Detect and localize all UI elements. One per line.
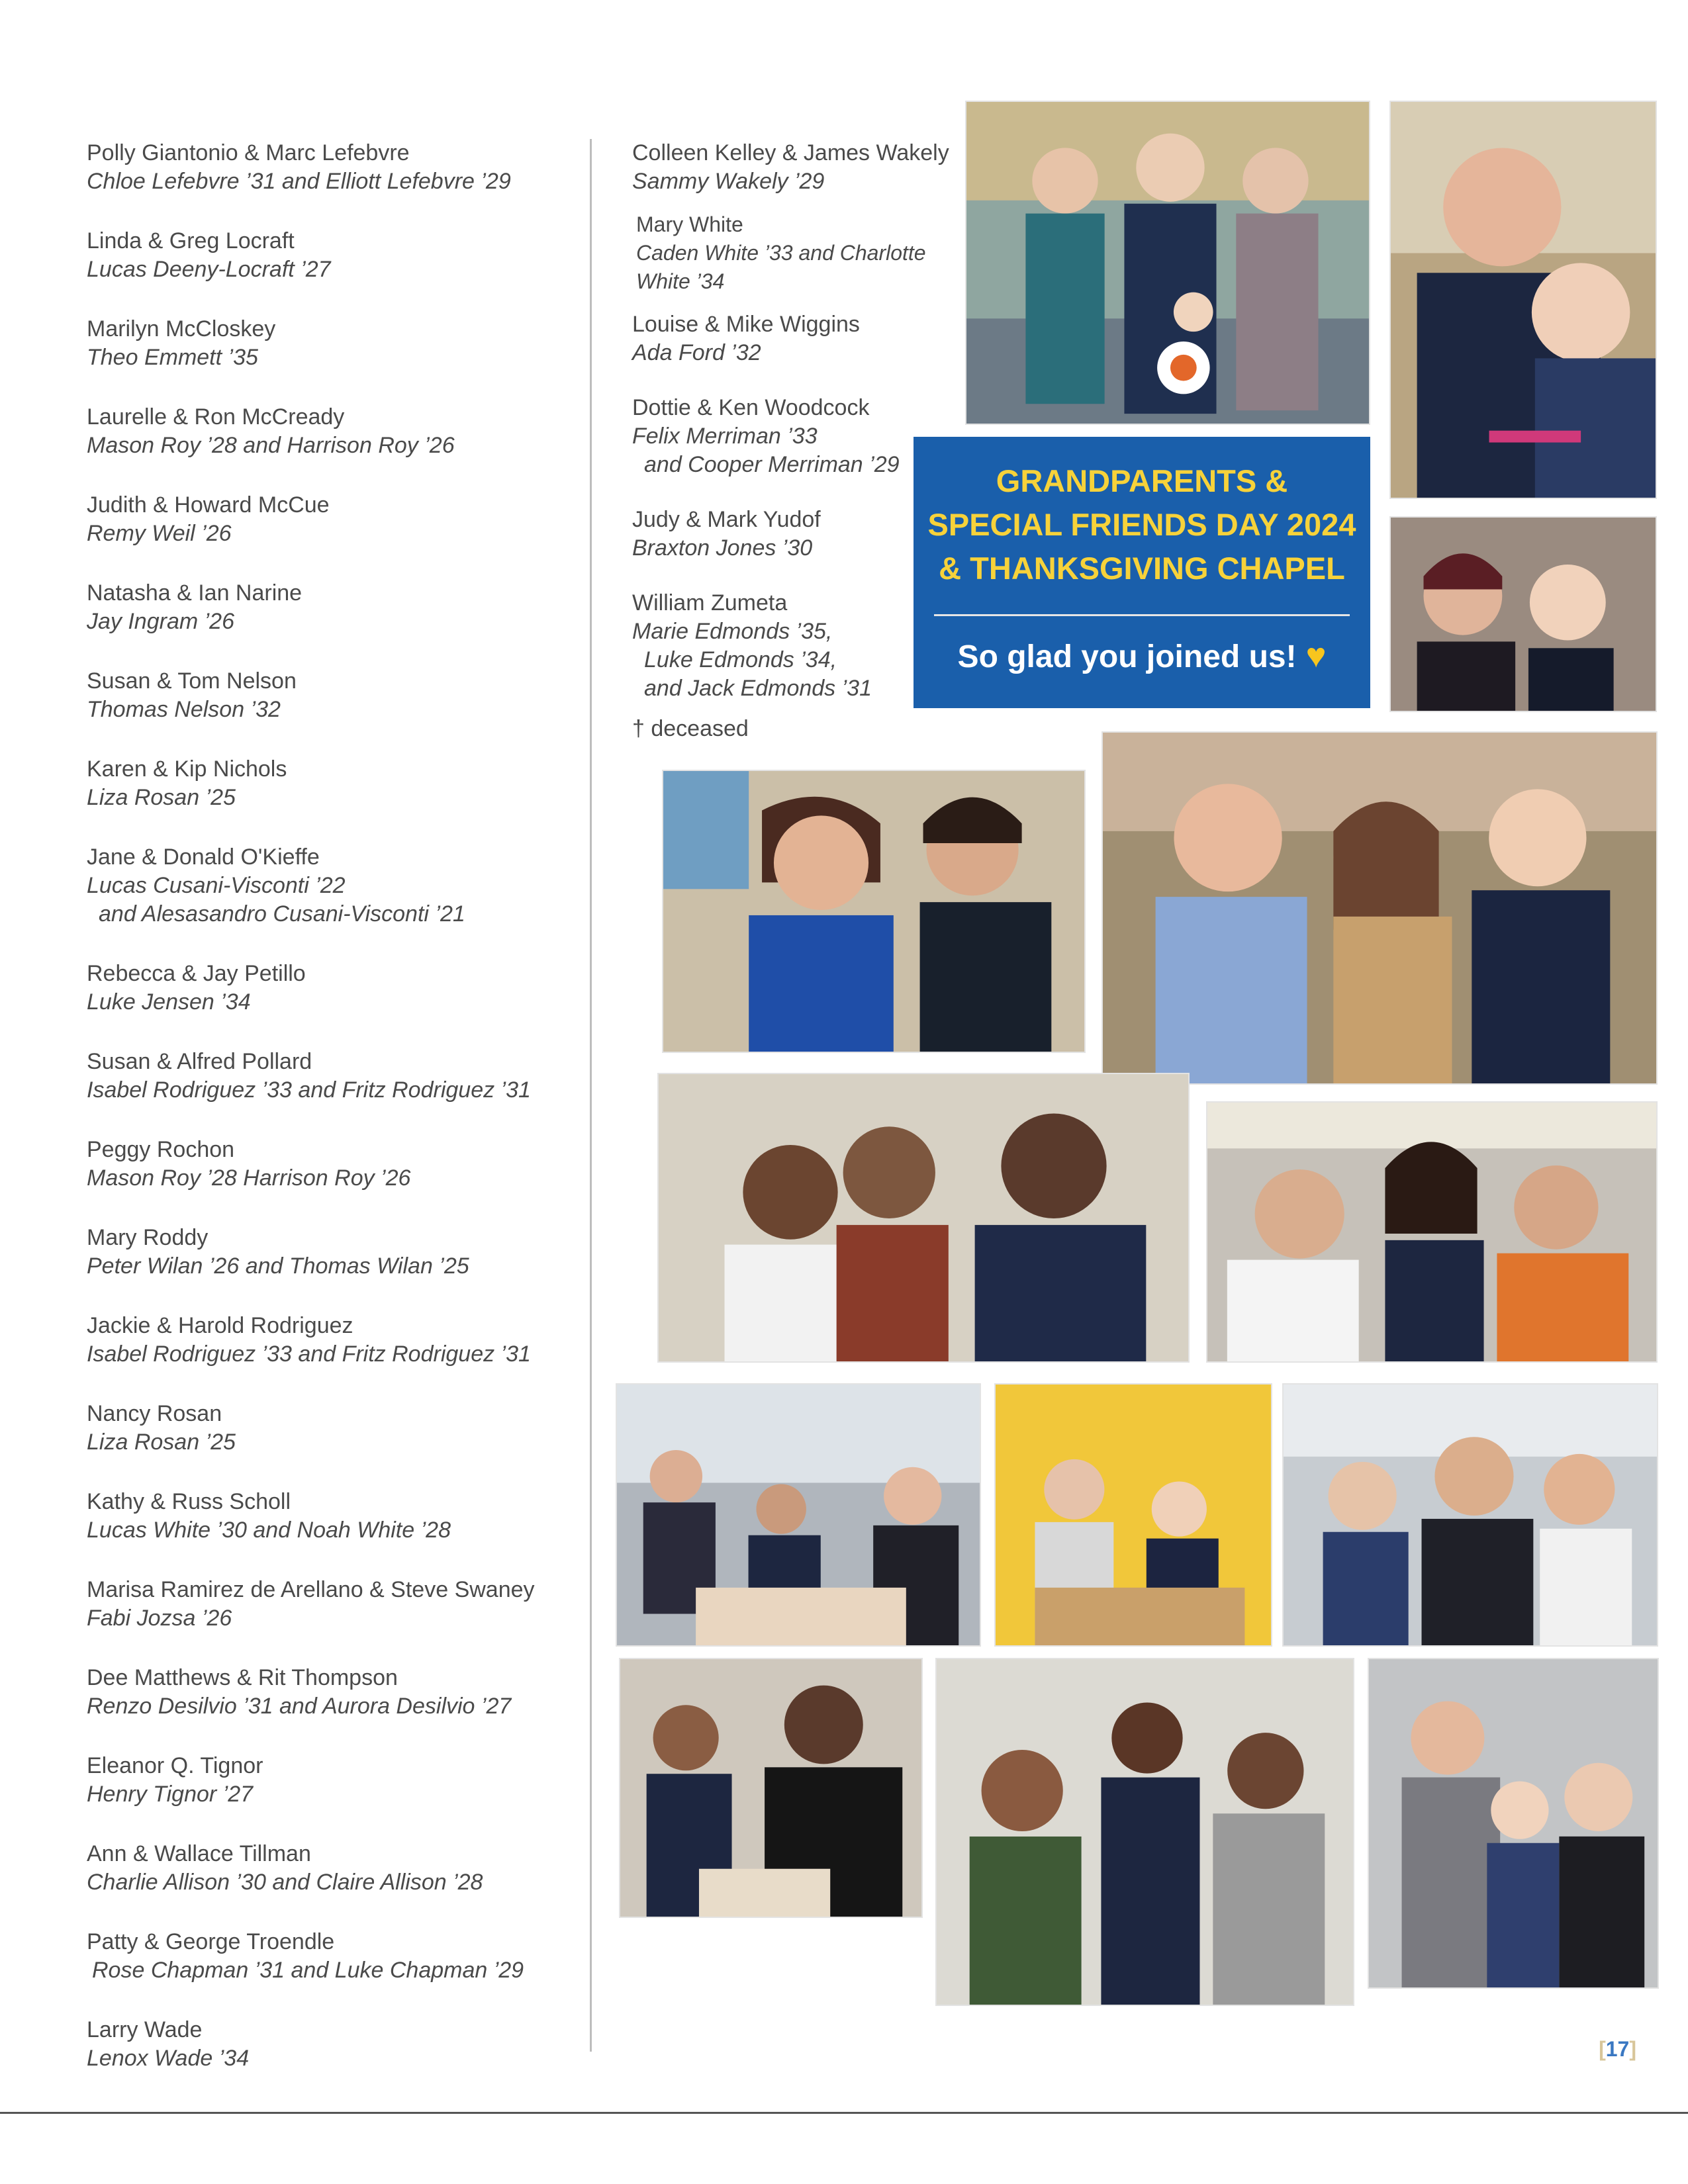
list-item	[87, 1488, 590, 1545]
list-item	[87, 1576, 590, 1633]
guest-names: Marisa Ramirez de Arellano & Steve Swaney	[87, 1577, 535, 1602]
column-divider	[590, 139, 592, 2052]
student-line: Fabi Jozsa ’26	[87, 1606, 232, 1631]
guest-names: Louise & Mike Wiggins	[632, 312, 860, 337]
student-names	[87, 1340, 590, 1369]
guest-names: Judy & Mark Yudof	[632, 507, 821, 532]
list-item	[87, 2016, 590, 2073]
student-names	[87, 520, 590, 548]
photo-grandparents-with-boy	[1102, 731, 1658, 1085]
banner-title-line: SPECIAL FRIENDS DAY 2024	[927, 507, 1356, 542]
student-names	[87, 167, 590, 196]
student-line: Chloe Lefebvre ’31 and Elliott Lefebvre ’29	[87, 169, 511, 194]
list-item	[632, 139, 976, 196]
student-line: Sammy Wakely ’29	[632, 169, 825, 194]
student-line: and Alesasandro Cusani-Visconti ’21	[99, 901, 465, 927]
student-names	[87, 2044, 590, 2073]
photo-grandparents-with-girl	[1282, 1383, 1658, 1647]
student-line: Lucas Deeny-Locraft ’27	[87, 257, 331, 282]
student-line: Isabel Rodriguez ’33 and Fritz Rodriguez ’31	[87, 1342, 531, 1367]
student-names	[87, 784, 590, 812]
student-line: Charlie Allison ’30 and Claire Allison ’28	[87, 1870, 483, 1895]
student-line: Henry Tignor ’27	[87, 1782, 254, 1807]
event-banner	[914, 437, 1370, 708]
photo-grandparents-with-young-girl	[1368, 1658, 1659, 1989]
student-line: Lucas White ’30 and Noah White ’28	[87, 1518, 451, 1543]
list-item	[632, 310, 976, 367]
student-line: and Jack Edmonds ’31	[644, 676, 872, 701]
list-item	[87, 139, 590, 196]
student-names	[87, 608, 590, 636]
list-item	[87, 491, 590, 548]
guest-names: Jane & Donald O'Kieffe	[87, 844, 320, 870]
banner-title	[914, 437, 1370, 590]
student-line: Liza Rosan ’25	[87, 785, 236, 810]
guest-names: Natasha & Ian Narine	[87, 580, 303, 606]
student-line: Mason Roy ’28 and Harrison Roy ’26	[87, 433, 455, 458]
student-line: Braxton Jones ’30	[632, 535, 813, 561]
student-line: Thomas Nelson ’32	[87, 697, 281, 722]
list-item	[632, 210, 976, 296]
guest-names: Larry Wade	[87, 2017, 203, 2042]
student-names	[87, 1252, 590, 1281]
guest-list-left-column	[87, 139, 590, 2104]
guest-names: Colleen Kelley & James Wakely	[632, 140, 949, 165]
banner-title-line: & THANKSGIVING CHAPEL	[939, 551, 1345, 586]
student-line: Felix Merriman ’33	[632, 424, 818, 449]
photo-classroom-craft	[616, 1383, 981, 1647]
student-names	[632, 167, 976, 196]
guest-names: Laurelle & Ron McCready	[87, 404, 345, 430]
student-line: Isabel Rodriguez ’33 and Fritz Rodriguez ’31	[87, 1077, 531, 1103]
list-item	[87, 1224, 590, 1281]
photo-grandfather-with-child	[1389, 101, 1657, 499]
list-item	[87, 227, 590, 284]
photo-grandfather-with-grandson	[619, 1658, 923, 1918]
list-item	[87, 315, 590, 372]
guest-names: Ann & Wallace Tillman	[87, 1841, 311, 1866]
student-names	[632, 339, 976, 367]
student-names	[87, 1076, 590, 1105]
list-item	[87, 960, 590, 1017]
guest-names: William Zumeta	[632, 590, 788, 615]
student-line: Theo Emmett ’35	[87, 345, 258, 370]
student-names	[87, 988, 590, 1017]
student-names	[87, 1604, 590, 1633]
guest-names: Linda & Greg Locraft	[87, 228, 295, 253]
list-item	[87, 1400, 590, 1457]
footer-rule	[0, 2112, 1688, 2114]
page-number-bracket: ]	[1629, 2037, 1636, 2061]
guest-names: Nancy Rosan	[87, 1401, 222, 1426]
student-line: Mason Roy ’28 Harrison Roy ’26	[87, 1165, 411, 1191]
guest-names: Karen & Kip Nichols	[87, 756, 287, 782]
guest-names: Kathy & Russ Scholl	[87, 1489, 291, 1514]
list-item	[87, 1664, 590, 1721]
student-names	[87, 1516, 590, 1545]
guest-names: Polly Giantonio & Marc Lefebvre	[87, 140, 410, 165]
list-item	[87, 1312, 590, 1369]
banner-title-line: GRANDPARENTS &	[996, 463, 1288, 498]
student-line: Lenox Wade ’34	[87, 2046, 250, 2071]
student-line: and Cooper Merriman ’29	[644, 452, 900, 477]
list-item	[87, 1752, 590, 1809]
deceased-note: † deceased	[632, 716, 749, 741]
student-names	[87, 1780, 590, 1809]
photo-grandmothers-with-child	[965, 101, 1370, 425]
student-names	[87, 1164, 590, 1193]
guest-names: Susan & Tom Nelson	[87, 668, 297, 694]
guest-names: Susan & Alfred Pollard	[87, 1049, 312, 1074]
student-names	[87, 1956, 590, 1985]
student-names	[87, 432, 590, 460]
photo-grandmother-with-boy	[1389, 516, 1657, 712]
student-line: Lucas Cusani-Visconti ’22	[87, 873, 346, 898]
banner-tagline	[914, 636, 1370, 677]
student-line: Peter Wilan ’26 and Thomas Wilan ’25	[87, 1253, 469, 1279]
heart-icon: ♥	[1305, 637, 1327, 675]
photo-grandparents-with-girl-2	[935, 1658, 1354, 2006]
guest-names: Dottie & Ken Woodcock	[632, 395, 870, 420]
guest-names: Eleanor Q. Tignor	[87, 1753, 263, 1778]
list-item	[87, 579, 590, 636]
page-number-bracket: [	[1599, 2037, 1606, 2061]
student-names	[87, 696, 590, 724]
guest-names: Mary Roddy	[87, 1225, 209, 1250]
guest-names: Judith & Howard McCue	[87, 492, 330, 518]
list-item	[87, 1136, 590, 1193]
student-names	[632, 239, 976, 296]
student-line: Renzo Desilvio ’31 and Aurora Desilvio ’27	[87, 1694, 512, 1719]
list-item	[87, 403, 590, 460]
page-number-value: 17	[1605, 2037, 1630, 2061]
student-line: Rose Chapman ’31 and Luke Chapman ’29	[92, 1958, 524, 1983]
guest-names: Dee Matthews & Rit Thompson	[87, 1665, 398, 1690]
list-item	[87, 667, 590, 724]
student-names	[87, 255, 590, 284]
student-names	[87, 1868, 590, 1897]
guest-names: Jackie & Harold Rodriguez	[87, 1313, 353, 1338]
page-number	[1599, 2037, 1636, 2062]
student-line: Luke Jensen ’34	[87, 989, 251, 1015]
photo-grandparents-with-student	[1206, 1101, 1658, 1363]
list-item	[87, 1048, 590, 1105]
list-item	[87, 843, 590, 929]
student-line: Jay Ingram ’26	[87, 609, 234, 634]
photo-grandmother-with-grandson	[662, 770, 1086, 1053]
banner-tagline-text: So glad you joined us!	[957, 639, 1297, 674]
student-names	[87, 872, 590, 929]
list-item	[87, 1928, 590, 1985]
guest-names: Patty & George Troendle	[87, 1929, 335, 1954]
banner-divider	[934, 614, 1350, 616]
guest-names: Rebecca & Jay Petillo	[87, 961, 306, 986]
student-line: Liza Rosan ’25	[87, 1430, 236, 1455]
student-line: Ada Ford ’32	[632, 340, 761, 365]
student-line: Marie Edmonds ’35,	[632, 619, 833, 644]
student-line: White ’34	[636, 269, 725, 293]
student-names	[87, 1428, 590, 1457]
student-names	[87, 1692, 590, 1721]
guest-names: Peggy Rochon	[87, 1137, 235, 1162]
student-line: Remy Weil ’26	[87, 521, 232, 546]
guest-names: Marilyn McCloskey	[87, 316, 276, 341]
student-names	[87, 343, 590, 372]
photo-chapel-podium	[994, 1383, 1272, 1647]
list-item	[87, 1840, 590, 1897]
student-line: Caden White ’33 and Charlotte	[636, 241, 926, 265]
student-line: Luke Edmonds ’34,	[644, 647, 837, 672]
list-item	[87, 755, 590, 812]
guest-names: Mary White	[636, 212, 743, 236]
photo-grandparents-with-grandson	[657, 1073, 1190, 1363]
